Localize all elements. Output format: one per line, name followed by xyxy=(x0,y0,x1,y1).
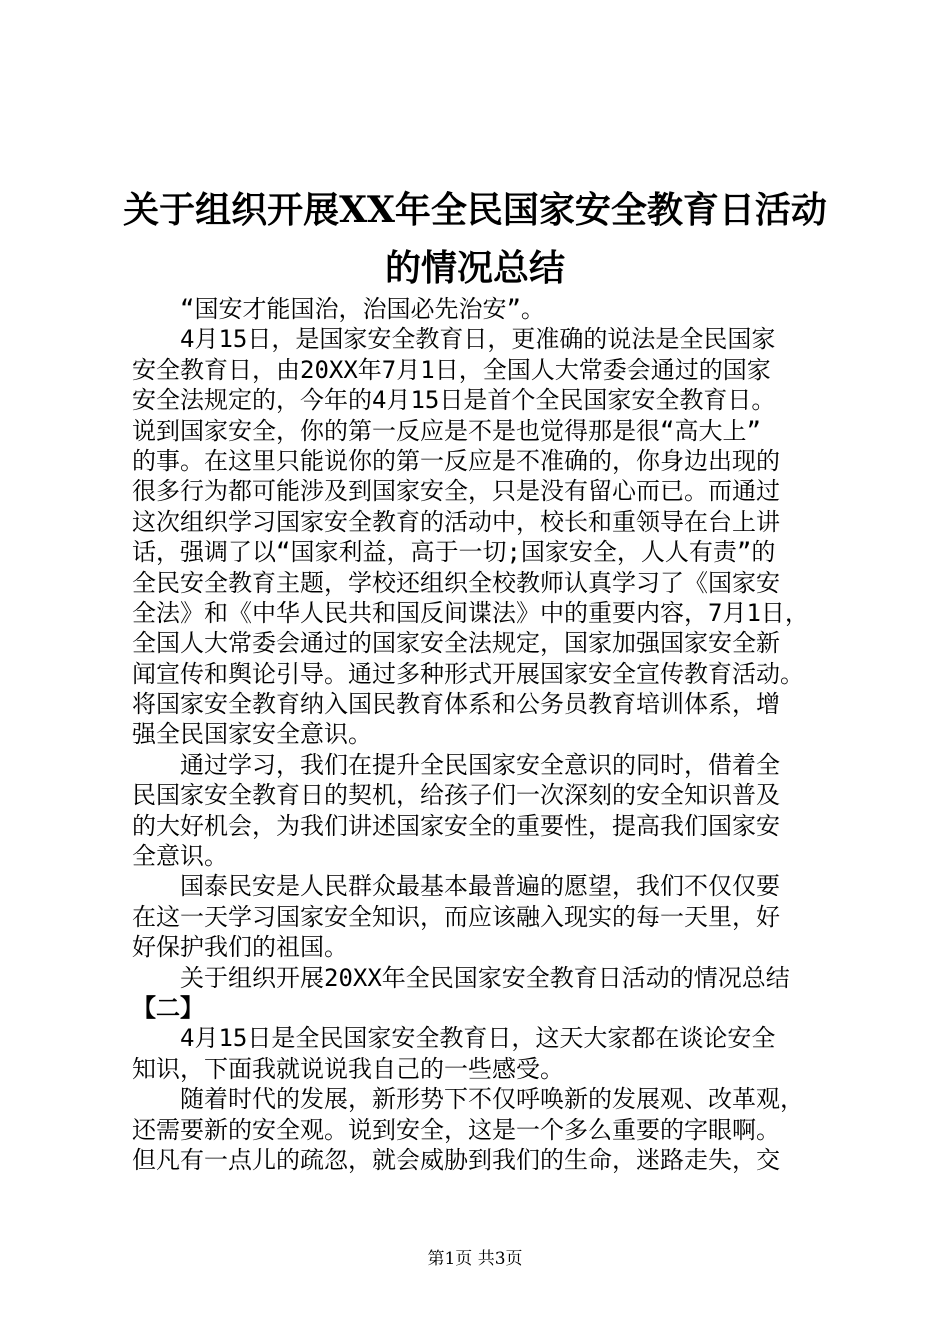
text-line: 【二】 xyxy=(132,993,204,1022)
text-line: 关于组织开展20XX年全民国家安全教育日活动的情况总结 xyxy=(180,963,790,992)
text-line: 全民安全教育主题，学校还组织全校教师认真学习了《国家安 xyxy=(132,568,780,597)
text-line: 这次组织学习国家安全教育的活动中，校长和重领导在台上讲 xyxy=(132,507,780,536)
text-line: 知识，下面我就说说我自己的一些感受。 xyxy=(132,1054,564,1083)
text-line: 闻宣传和舆论引导。通过多种形式开展国家安全宣传教育活动。 xyxy=(132,659,804,688)
document-title-line-1: 关于组织开展XX年全民国家安全教育日活动 xyxy=(123,189,827,231)
text-line: 全法》和《中华人民共和国反间谍法》中的重要内容，7月1日， xyxy=(132,598,809,627)
text-line: 4月15日是全民国家安全教育日，这天大家都在谈论安全 xyxy=(180,1024,776,1053)
text-line: 话，强调了以“国家利益，高于一切;国家安全，人人有责”的 xyxy=(132,538,776,567)
text-line: 强全民国家安全意识。 xyxy=(132,720,372,749)
text-line: 全国人大常委会通过的国家安全法规定，国家加强国家安全新 xyxy=(132,629,780,658)
text-line: 还需要新的安全观。说到安全，这是一个多么重要的字眼啊。 xyxy=(132,1115,780,1144)
text-line: 4月15日，是国家安全教育日，更准确的说法是全民国家 xyxy=(180,325,776,354)
text-line: 随着时代的发展，新形势下不仅呼唤新的发展观、改革观， xyxy=(180,1085,804,1114)
text-line: 全意识。 xyxy=(132,842,228,871)
text-line: 的大好机会，为我们讲述国家安全的重要性，提高我们国家安 xyxy=(132,811,780,840)
text-line: 说到国家安全，你的第一反应是不是也觉得那是很“高大上” xyxy=(132,416,761,445)
document-title-line-2: 的情况总结 xyxy=(384,247,565,289)
text-line: “国安才能国治，治国必先治安”。 xyxy=(180,295,545,323)
text-line: 安全教育日，由20XX年7月1日，全国人大常委会通过的国家 xyxy=(132,355,771,384)
text-line: 民国家安全教育日的契机，给孩子们一次深刻的安全知识普及 xyxy=(132,781,780,810)
text-line: 将国家安全教育纳入国民教育体系和公务员教育培训体系，增 xyxy=(132,690,780,719)
text-line: 但凡有一点儿的疏忽，就会威胁到我们的生命，迷路走失，交 xyxy=(132,1145,780,1174)
text-line: 国泰民安是人民群众最基本最普遍的愿望，我们不仅仅要 xyxy=(180,872,780,901)
text-line: 通过学习，我们在提升全民国家安全意识的同时，借着全 xyxy=(180,750,780,779)
text-line: 好保护我们的祖国。 xyxy=(132,933,348,962)
text-line: 的事。在这里只能说你的第一反应是不准确的，你身边出现的 xyxy=(132,446,780,475)
text-line: 很多行为都可能涉及到国家安全，只是没有留心而已。而通过 xyxy=(132,477,780,506)
document-body xyxy=(132,294,852,1175)
page-footer: 第1页 共3页 xyxy=(427,1249,523,1269)
text-line: 安全法规定的，今年的4月15日是首个全民国家安全教育日。 xyxy=(132,386,776,415)
text-line: 在这一天学习国家安全知识，而应该融入现实的每一天里，好 xyxy=(132,902,780,931)
